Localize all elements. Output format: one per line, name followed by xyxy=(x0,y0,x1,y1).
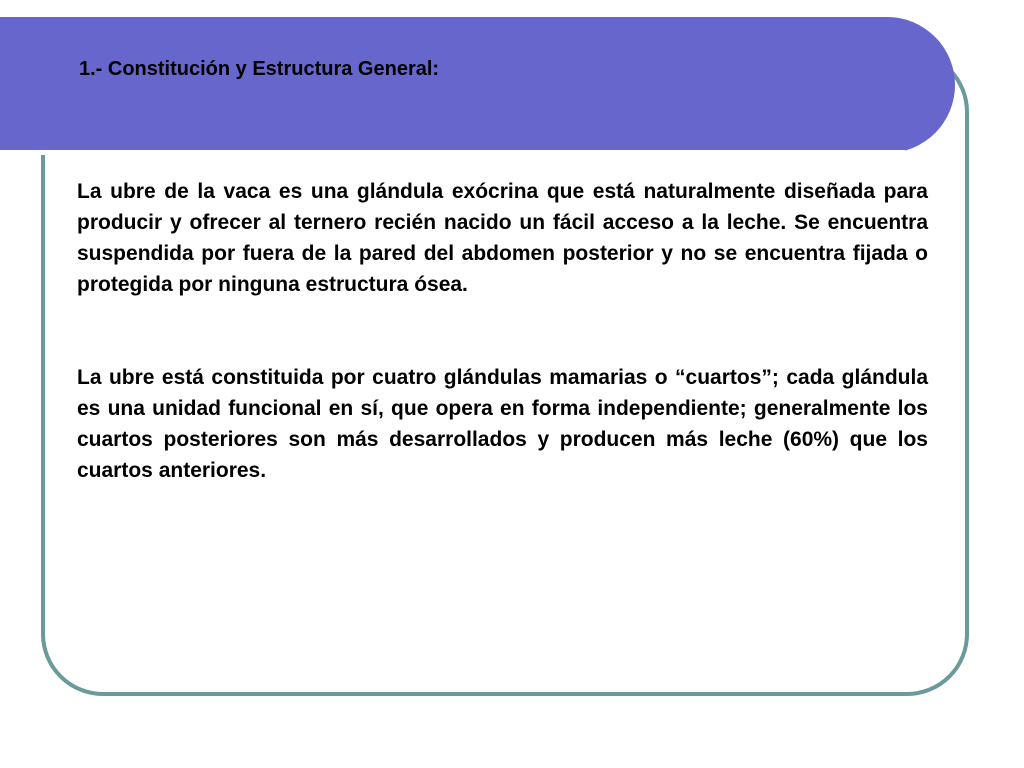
title-underline xyxy=(0,150,905,155)
slide-title: 1.- Constitución y Estructura General: xyxy=(79,58,440,80)
title-bar xyxy=(0,17,955,153)
paragraph-udder-quarters: La ubre está constituida por cuatro glándulas mamarias o “cuartos”; cada glándula es una unidad funcional en sí, que opera en forma independiente; generalmente los cuartos posteriores son más desarrollados y producen más leche (60%) que los cuartos anteriores. xyxy=(77,366,928,482)
slide-body xyxy=(77,176,928,486)
paragraph-udder-description: La ubre de la vaca es una glándula exócrina que está naturalmente diseñada para producir y ofrecer al ternero recién nacido un fácil acceso a la leche. Se encuentra suspendida por fuera de la pared del abdomen posterior y no se encuentra fijada o protegida por ninguna estructura ósea. xyxy=(77,180,928,296)
